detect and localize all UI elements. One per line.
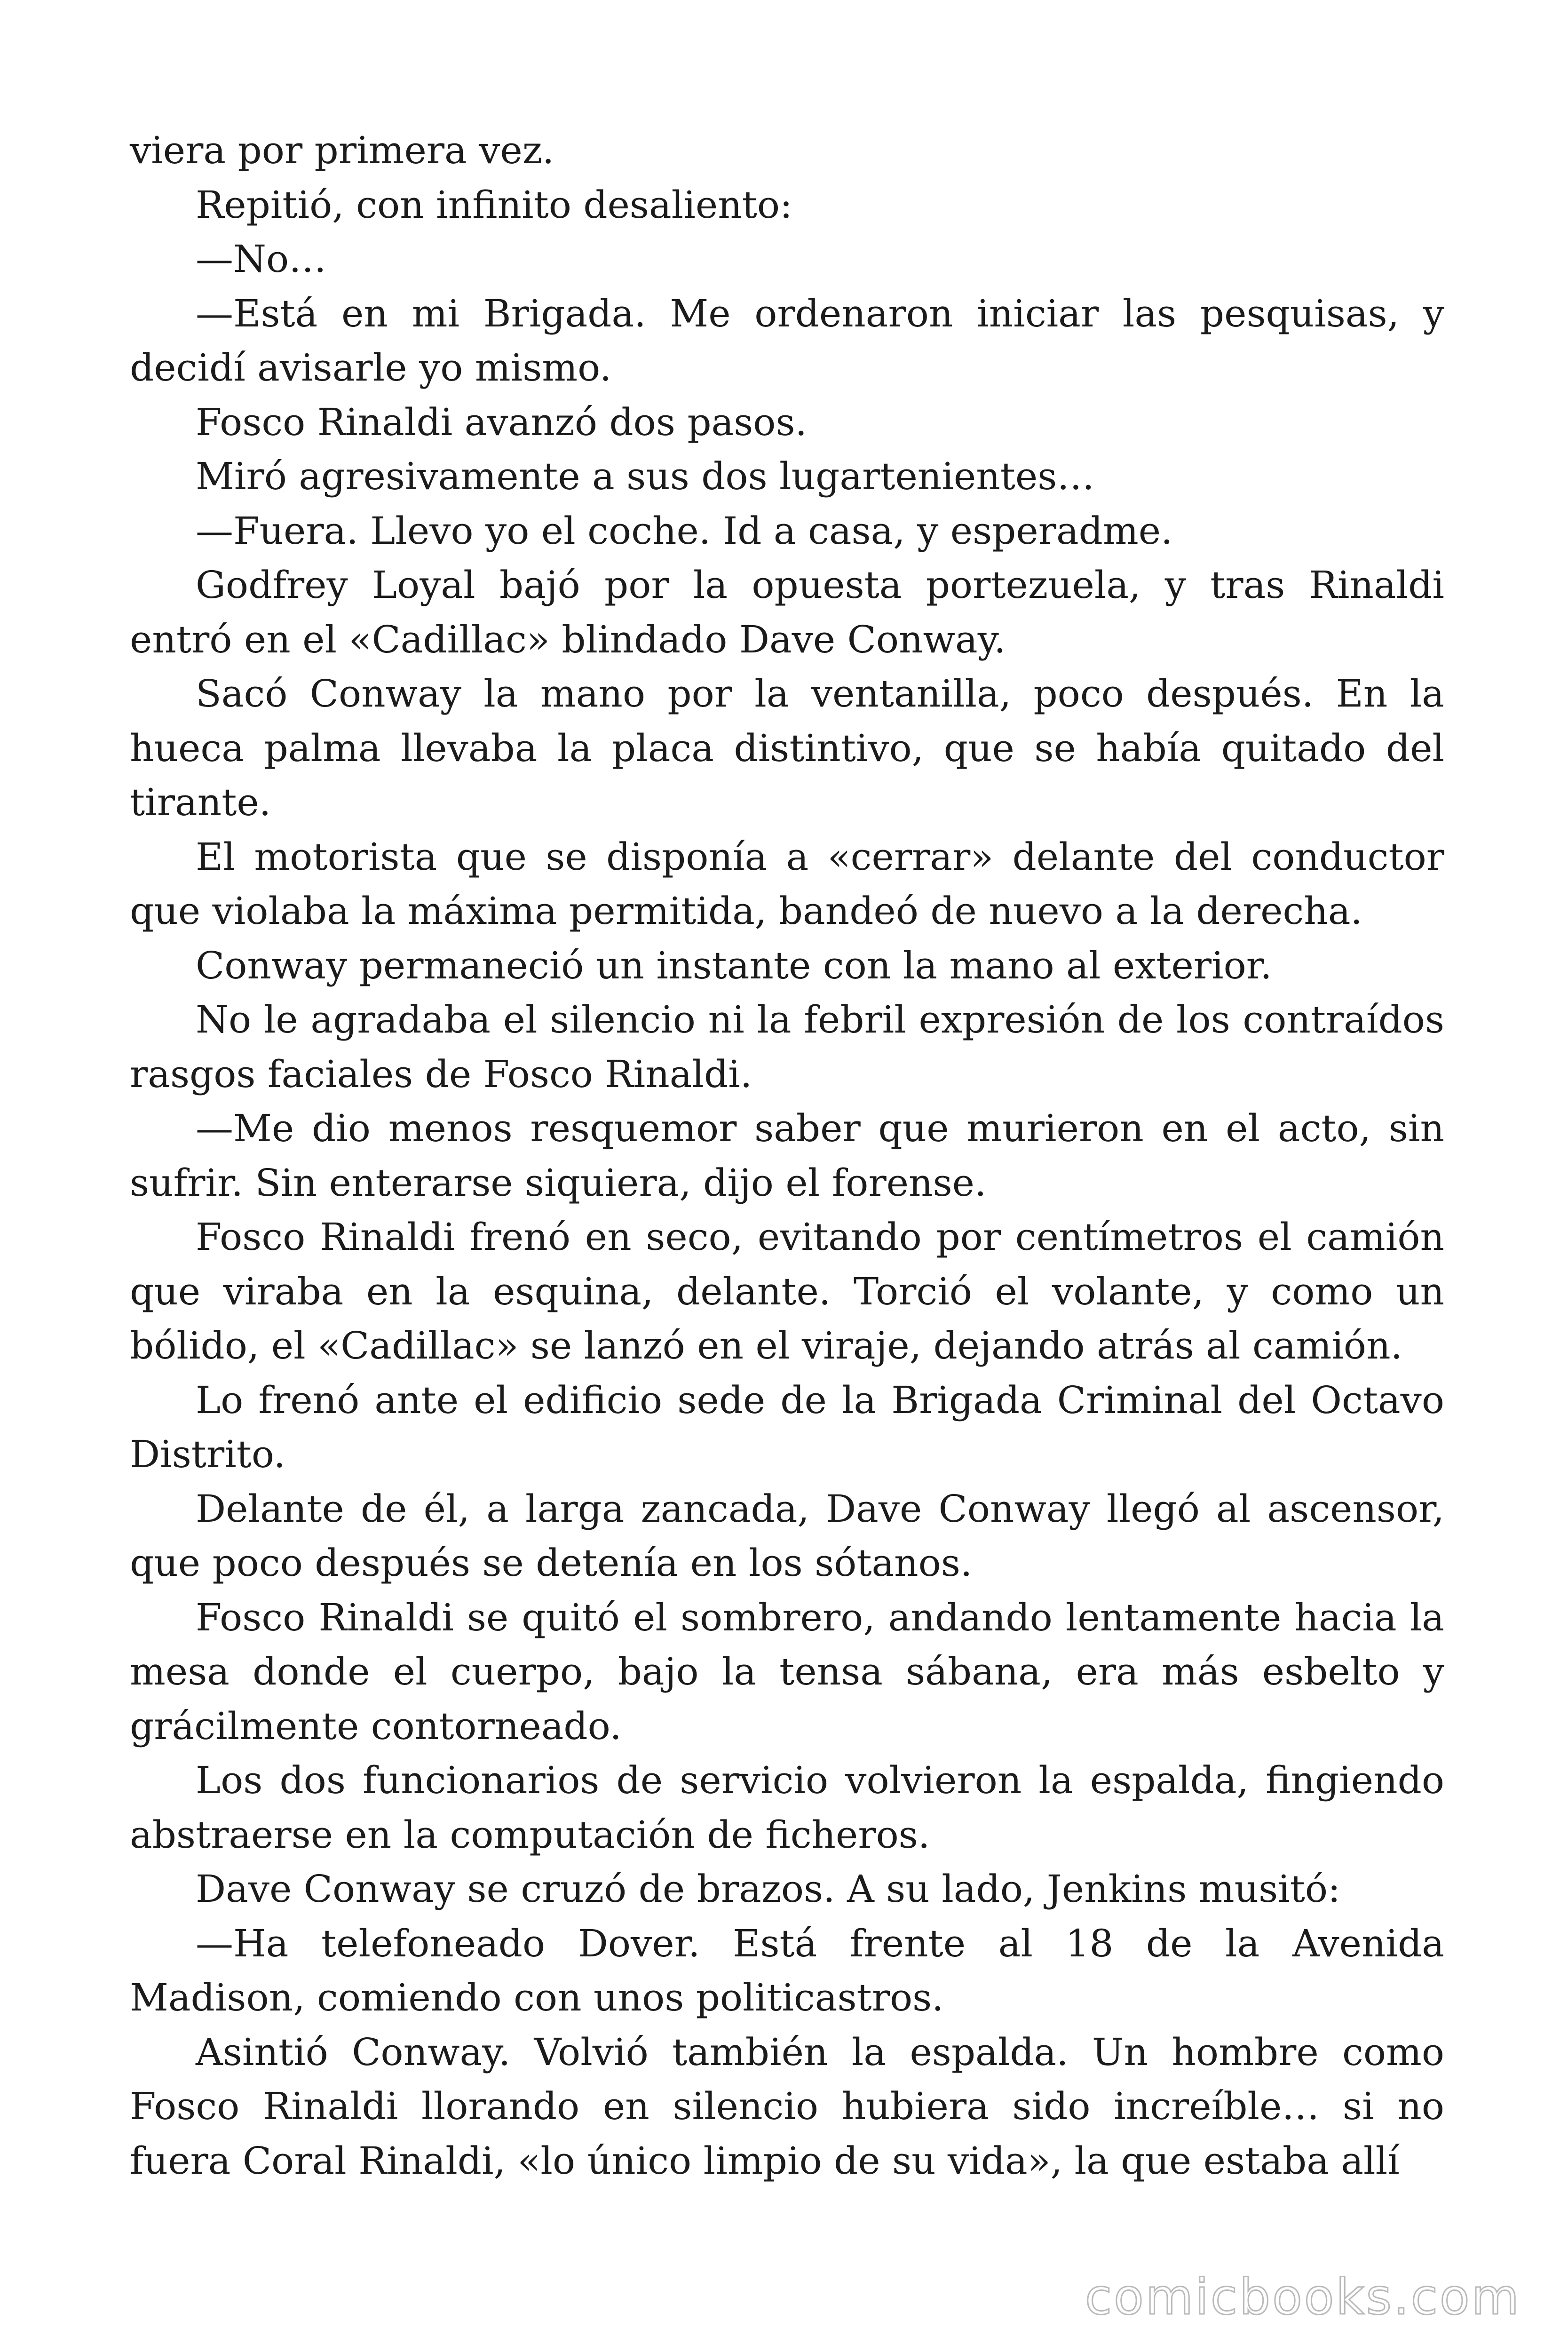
paragraph: Miró agresivamente a sus dos lugartenientes… [196, 454, 1095, 498]
paragraph: Delante de él, a larga zancada, Dave Conway llegó al ascensor, que poco después se detenía en los sótanos. [130, 1486, 1444, 1585]
paragraph: —Me dio menos resquemor saber que murieron en el acto, sin sufrir. Sin enterarse siquiera, dijo el forense. [130, 1106, 1444, 1205]
paragraph: —Está en mi Brigada. Me ordenaron iniciar las pesquisas, y decidí avisarle yo mismo. [130, 291, 1444, 389]
paragraph: Los dos funcionarios de servicio volvieron la espalda, fingiendo abstraerse en la computación de ficheros. [130, 1758, 1444, 1857]
paragraph: Dave Conway se cruzó de brazos. A su lado, Jenkins musitó: [196, 1867, 1341, 1911]
book-page-text [130, 123, 1444, 2188]
paragraph: Conway permaneció un instante con la mano al exterior. [196, 943, 1272, 987]
paragraph: Godfrey Loyal bajó por la opuesta portezuela, y tras Rinaldi entró en el «Cadillac» blindado Dave Conway. [130, 563, 1444, 661]
paragraph: Sacó Conway la mano por la ventanilla, poco después. En la hueca palma llevaba la placa distintivo, que se había quitado del tirante. [130, 672, 1444, 824]
paragraph: Fosco Rinaldi avanzó dos pasos. [196, 400, 807, 444]
watermark: comicbooks.com [1085, 2268, 1521, 2326]
paragraph: Lo frenó ante el edificio sede de la Brigada Criminal del Octavo Distrito. [130, 1378, 1444, 1476]
paragraph: Fosco Rinaldi frenó en seco, evitando por centímetros el camión que viraba en la esquina, delante. Torció el volante, y como un bólido, el «Cadillac» se lanzó en el viraje, dejando atrás al camión. [130, 1215, 1444, 1367]
paragraph: —Ha telefoneado Dover. Está frente al 18 de la Avenida Madison, comiendo con unos politicastros. [130, 1921, 1444, 2019]
paragraph: No le agradaba el silencio ni la febril expresión de los contraídos rasgos faciales de Fosco Rinaldi. [130, 998, 1444, 1096]
paragraph: El motorista que se disponía a «cerrar» delante del conductor que violaba la máxima permitida, bandeó de nuevo a la derecha. [130, 834, 1444, 933]
paragraph: Repitió, con infinito desaliento: [196, 183, 792, 227]
paragraph: Fosco Rinaldi se quitó el sombrero, andando lentamente hacia la mesa donde el cuerpo, bajo la tensa sábana, era más esbelto y grácilmente contorneado. [130, 1595, 1444, 1748]
paragraph: —Fuera. Llevo yo el coche. Id a casa, y esperadme. [196, 509, 1173, 553]
paragraph: —No… [196, 237, 327, 281]
paragraph: viera por primera vez. [130, 128, 554, 172]
paragraph: Asintió Conway. Volvió también la espalda. Un hombre como Fosco Rinaldi llorando en silencio hubiera sido increíble… si no fuera Coral Rinaldi, «lo único limpio de su vida», la que estaba allí [130, 2030, 1444, 2183]
